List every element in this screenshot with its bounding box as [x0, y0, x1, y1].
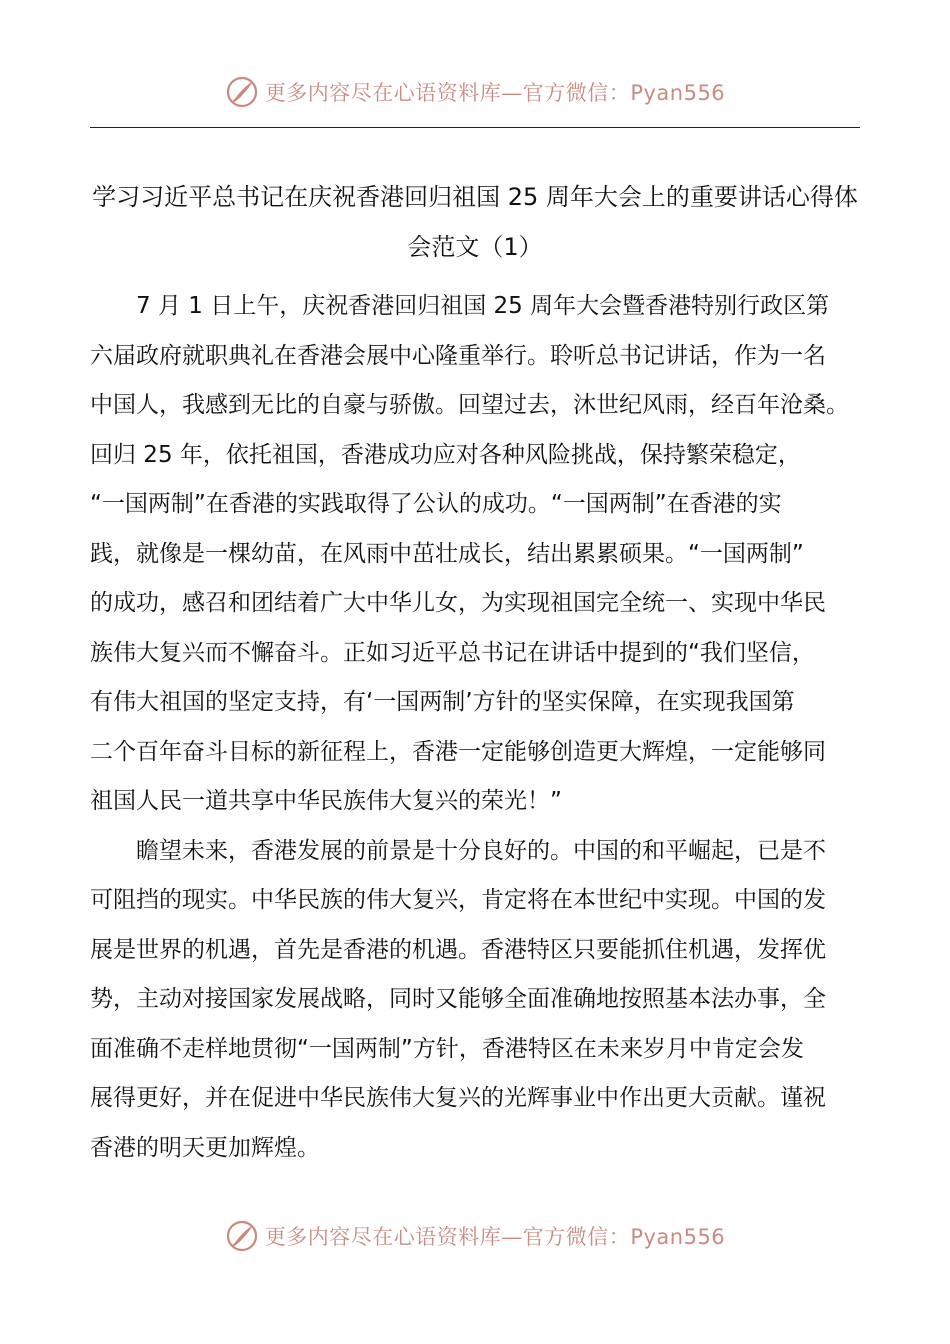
text-line: 族伟大复兴而不懈奋斗。正如习近平总书记在讲话中提到的“我们坚信， — [90, 639, 815, 666]
title-line-1: 学习习近平总书记在庆祝香港回归祖国 25 周年大会上的重要讲话心得体 — [92, 183, 858, 211]
text-line: 势，主动对接国家发展战略，同时又能够全面准确地按照基本法办事，全 — [90, 986, 826, 1012]
text-line: “一国两制”在香港的实践取得了公认的成功。“一国两制”在香港的实 — [90, 491, 782, 517]
text-line: 有伟大祖国的坚定支持，有‘一国两制’方针的坚实保障，在实现我国第 — [90, 689, 795, 715]
text-line: 7 月 1 日上午，庆祝香港回归祖国 25 周年大会暨香港特别行政区第 — [136, 293, 830, 319]
footer-wechat-id: Pyan556 — [630, 1225, 726, 1249]
header-wechat-id: Pyan556 — [630, 81, 726, 105]
text-line: 的成功，感召和团结着广大中华儿女，为实现祖国完全统一、实现中华民 — [90, 590, 826, 616]
text-line: 中国人，我感到无比的自豪与骄傲。回望过去，沐世纪风雨，经百年沧桑。 — [90, 392, 849, 418]
text-line: 祖国人民一道共享中华民族伟大复兴的荣光！” — [90, 788, 562, 814]
text-line: 香港的明天更加辉煌。 — [90, 1134, 320, 1161]
header-banner-text: 更多内容尽在心语资料库—官方微信：Pyan556 — [264, 81, 726, 105]
quill-logo-icon — [225, 75, 259, 109]
footer-banner — [0, 1216, 950, 1256]
document-body — [90, 282, 860, 1173]
text-line: 展是世界的机遇，首先是香港的机遇。香港特区只要能抓住机遇，发挥优 — [90, 936, 826, 963]
text-line: 可阻挡的现实。中华民族的伟大复兴，肯定将在本世纪中实现。中国的发 — [90, 887, 826, 913]
footer-banner-text: 更多内容尽在心语资料库—官方微信：Pyan556 — [264, 1225, 726, 1249]
paragraph-1 — [90, 282, 860, 827]
quill-logo-icon — [225, 1219, 259, 1253]
text-line: 面准确不走样地贯彻“一国两制”方针，香港特区在未来岁月中肯定会发 — [90, 1035, 804, 1062]
text-line: 瞻望未来，香港发展的前景是十分良好的。中国的和平崛起，已是不 — [136, 837, 826, 864]
title-line-2: 会范文（1） — [407, 233, 543, 261]
text-line: 践，就像是一棵幼苗，在风雨中茁壮成长，结出累累硕果。“一国两制” — [90, 540, 804, 567]
text-line: 展得更好，并在促进中华民族伟大复兴的光辉事业中作出更大贡献。谨祝 — [90, 1085, 826, 1111]
text-line: 六届政府就职典礼在香港会展中心隆重举行。聆听总书记讲话，作为一名 — [90, 342, 826, 369]
document-title — [90, 172, 860, 272]
paragraph-2 — [90, 827, 860, 1174]
header-banner — [0, 72, 950, 112]
text-line: 回归 25 年，依托祖国，香港成功应对各种风险挑战，保持繁荣稳定， — [90, 441, 801, 468]
header-divider — [90, 127, 860, 128]
text-line: 二个百年奋斗目标的新征程上，香港一定能够创造更大辉煌，一定能够同 — [90, 738, 826, 765]
